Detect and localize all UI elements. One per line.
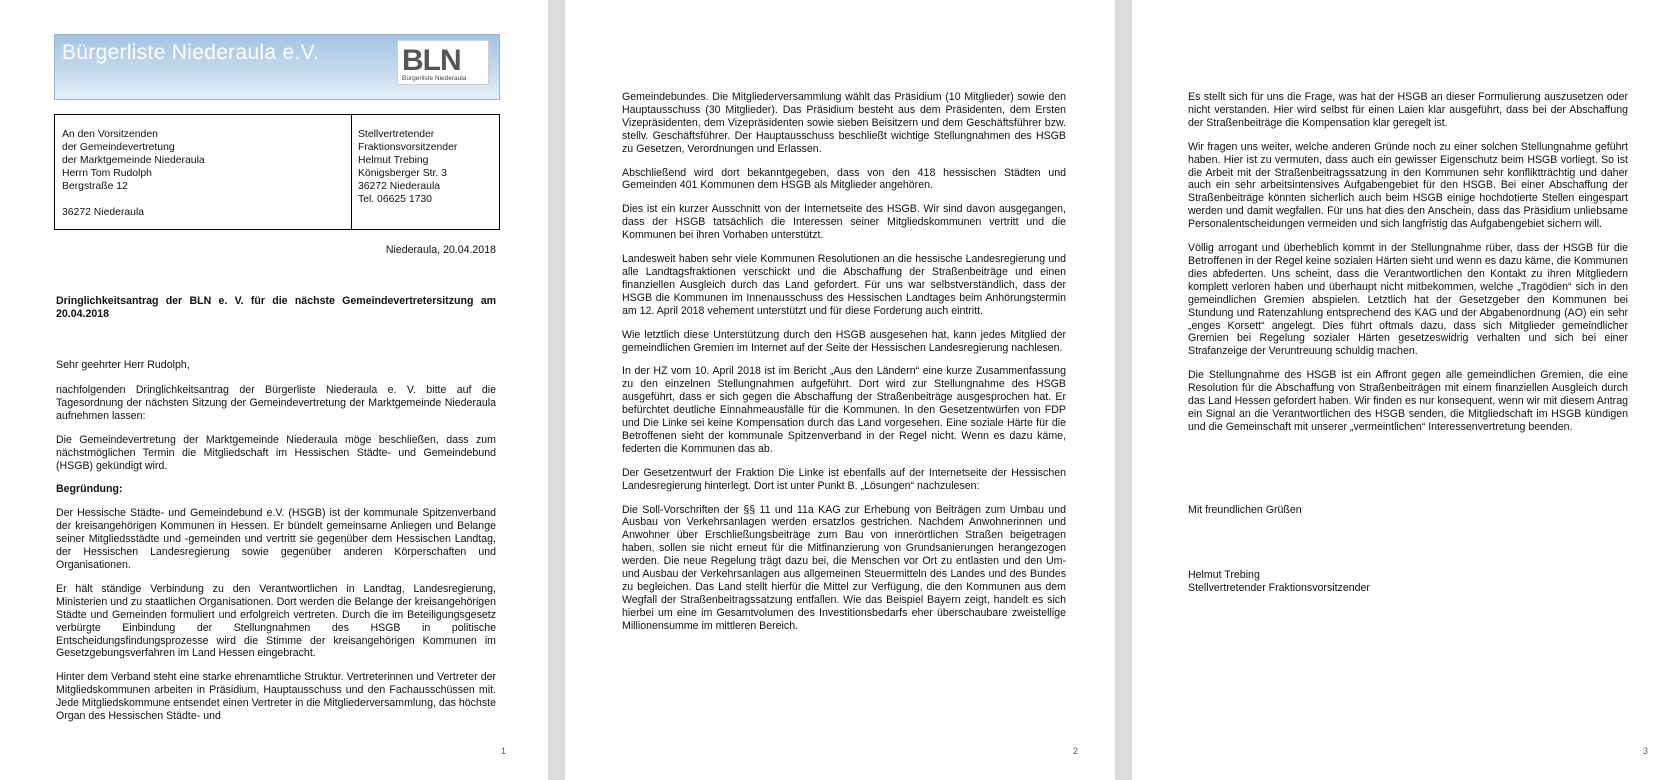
signature-title: Stellvertretender Fraktionsvorsitzender xyxy=(1188,582,1370,594)
section-heading: Begründung: xyxy=(56,483,123,496)
letter-body xyxy=(56,384,496,734)
sender-line: Tel. 06625 1730 xyxy=(358,194,432,205)
paragraph: Wie letztlich diese Unterstützung durch den HSGB ausgesehen hat, kann jedes Mitglied der gemeindlichen Gremien im Internet auf der Seite der Hessischen Landesregierung nachlesen. xyxy=(622,328,1066,354)
address-box xyxy=(54,114,500,230)
paragraph: Der Gesetzentwurf der Fraktion Die Linke ist ebenfalls auf der Internetseite der Hessischen Landesregierung hinterlegt. Dort ist unter Punkt B. „Lösungen“ nachzulesen: xyxy=(622,466,1066,492)
paragraph: Er hält ständige Verbindung zu den Verantwortlichen in Landtag, Landesregierung, Ministerien und zu staatlichen Organisationen. Dort werden die Belange der kreisangehörigen Städte und Gemeinden formuliert und erfolgreich vertreten. Durch die im Beteiligungsgesetz verbürgte Einbindung der Stellungnahmen des HSGB in politische Entscheidungsfindungsprozesse wird die Stimme der kreisangehörigen Kommunen im Gesetzgebungsverfahren im Land Hessen eingebracht. xyxy=(56,582,496,660)
sender-line: Stellvertretender xyxy=(358,129,435,140)
signature-name: Helmut Trebing xyxy=(1188,569,1260,581)
letter-subject: Dringlichkeitsantrag der BLN e. V. für die nächste Gemeindevertretersitzung am 20.04.2018 xyxy=(56,295,496,320)
letter-date: Niederaula, 20.04.2018 xyxy=(385,244,496,256)
page-number: 2 xyxy=(1073,746,1079,756)
recipient-address xyxy=(55,115,352,229)
logo-mark: BLN xyxy=(402,44,461,77)
closing: Mit freundlichen Grüßen xyxy=(1188,504,1302,516)
recipient-line: Bergstraße 12 xyxy=(62,181,128,192)
letter-body xyxy=(622,91,1066,644)
paragraph: Dies ist ein kurzer Ausschnitt von der Internetseite des HSGB. Wir sind davon ausgegangen, dass der HSGB tatsächlich die Interessen seiner Mitgliedskommunen vertritt und die Kommunen bei ihren Vorhaben unterstützt. xyxy=(622,203,1066,242)
logo-subtitle: Bürgerliste Niederaula xyxy=(402,75,467,82)
letterhead-banner xyxy=(54,34,500,100)
page-3 xyxy=(1132,0,1680,780)
paragraph: In der HZ vom 10. April 2018 ist im Bericht „Aus den Ländern“ eine kurze Zusammenfassung zu den einzelnen Stellungnahmen aufgeführt. Dort wird zur Stellungnahme des HSGB ausgeführt, dass er sich gegen die Abschaffung der Straßenbeiträge ausgesprochen hat. Er befürchtet deutliche Einnahmeausfälle für die Kommunen. In den Gesetzentwürfen von FDP und Die Linke sei keine Kompensation durch das Land vorgesehen. Eine soziale Härte für die Betroffenen sieht der kommunale Spitzenverband in der Regel nicht. Wenn es dazu käme, federten die Kommunen das ab. xyxy=(622,365,1066,455)
page-gap xyxy=(548,0,565,780)
paragraph: Die Stellungnahme des HSGB ist ein Affront gegen alle gemeindlichen Gremien, die eine Resolution für die Abschaffung von Straßenbeiträgen mit einem finanziellen Ausgleich durch das Land Hessen gefordert haben. Wir finden es nur konsequent, wenn wir mit diesem Antrag ein Signal an die Verantwortlichen des HSGB senden, die Mitgliedschaft im HSGB kündigen und die Gemeinschaft mit unserer „vermeintlichen“ Interessenvertretung beenden. xyxy=(1188,369,1628,433)
paragraph: nachfolgenden Dringlichkeitsantrag der Bürgerliste Niederaula e. V. bitte auf die Tagesordnung der nächsten Sitzung der Gemeindevertretung der Marktgemeinde Niederaula aufnehmen lassen: xyxy=(56,384,496,422)
page-number: 3 xyxy=(1643,746,1649,756)
paragraph: Die Gemeindevertretung der Marktgemeinde Niederaula möge beschließen, dass zum nächstmöglichen Termin die Mitgliedschaft im Hessischen Städte- und Gemeindebund (HSGB) gekündigt wird. xyxy=(56,433,496,472)
recipient-line: Herrn Tom Rudolph xyxy=(62,168,152,179)
paragraph: Hinter dem Verband steht eine starke ehrenamtliche Struktur. Vertreterinnen und Vertreter der Mitgliedskommunen arbeiten in Präsidium, Hauptausschuss und den Fachausschüssen mit. Jede Mitgliedskommune entsendet einen Vertreter in die Mitgliederversammlung, das höchste Organ des Hessischen Städte- und xyxy=(56,671,496,723)
paragraph: Landesweit haben sehr viele Kommunen Resolutionen an die hessische Landesregierung und alle Landtagsfraktionen verschickt und die Abschaffung der Straßenbeiträge und einen finanziellen Ausgleich durch das Land gefordert. Für uns war selbstverständlich, dass der HSGB die Kommunen im Innenausschuss des Hessischen Landtages beim Anhörungstermin am 12. April 2018 vehement unterstützt und für diese Forderung auch eintritt. xyxy=(622,253,1066,317)
paragraph: Wir fragen uns weiter, welche anderen Gründe noch zu einer solchen Stellungnahme geführt haben. Hier ist zu vermuten, dass auch ein gewisser Eigenschutz beim HSGB vorliegt. So ist die Arbeit mit der Straßenbeitragssatzung in den Kommunen sehr konfliktträchtig und daher auch ein sehr arbeitsintensives Aufgabengebiet für den HSGB. Bei einer Abschaffung der Straßenbeiträge könnten sicherlich auch beim HSGB einige hochdotierte Stellen eingespart werden und damit wegfallen. Für uns hat dies den Anschein, dass das Präsidium unliebsame Personalentscheidungen vermeiden und sich langfristig das Aufgabengebiet sichern will. xyxy=(1188,140,1628,231)
sender-line: Helmut Trebing xyxy=(358,155,429,166)
recipient-line: der Marktgemeinde Niederaula xyxy=(62,155,205,166)
page-2 xyxy=(565,0,1115,780)
page-gap xyxy=(1115,0,1132,780)
paragraph: Der Hessische Städte- und Gemeindebund e.V. (HSGB) ist der kommunale Spitzenverband der kreisangehörigen Kommunen in Hessen. Er bündelt gemeinsame Anliegen und Belange seiner Mitgliedsstädte und -gemeinden und vertritt sie gegenüber dem Hessischen Landtag, der Hessischen Landesregierung sowie gegenüber anderen Körperschaften und Organisationen. xyxy=(56,507,496,571)
letter-body xyxy=(1188,91,1628,445)
page-1 xyxy=(0,0,548,780)
recipient-zip: 36272 Niederaula xyxy=(62,207,145,218)
page-number: 1 xyxy=(501,746,507,756)
paragraph: Gemeindebundes. Die Mitgliederversammlung wählt das Präsidium (10 Mitglieder) sowie den Hauptausschuss (30 Mitglieder). Das Präsidium besteht aus dem Präsidenten, dem Ersten Vizepräsidenten, dem Vizepräsidenten sowie sieben Beisitzern und dem Geschäftsführer bzw. stellv. Geschäftsführer. Der Hauptausschuss beschließt wichtige Stellungnahmen des HSGB zu Gesetzen, Verordnungen und Erlassen. xyxy=(622,91,1066,155)
bln-logo xyxy=(397,40,489,85)
salutation: Sehr geehrter Herr Rudolph, xyxy=(56,359,190,371)
recipient-line: An den Vorsitzenden xyxy=(62,129,158,140)
sender-line: Fraktionsvorsitzender xyxy=(358,142,458,153)
paragraph: Völlig arrogant und überheblich kommt in der Stellungnahme rüber, dass der HSGB für die Betroffenen in der Regel keine sozialen Härten sieht und wenn es dazu käme, die Kommunen dies abfederten. Uns scheint, dass die Verantwortlichen den Kontakt zu ihren Mitgliedern komplett verloren haben und überhaupt nicht mitbekommen, welche „Tragödien“ sich in den gemeindlichen Gremien abspielen. Letztlich hat der Gesetzgeber den Kommunen bei Stundung und Ratenzahlung entsprechend des KAG und der Abgabenordnung (AO) ein sehr „enges Korsett“ angelegt. Dies führt oftmals dazu, dass sich Mitglieder gemeindlicher Gremien bei Regelung sozialer Härten gesetzeswidrig verhalten und sich bei einer Strafanzeige der Veruntreuung schuldig machen. xyxy=(1188,242,1628,358)
sender-line: Königsberger Str. 3 xyxy=(358,168,447,179)
paragraph: Es stellt sich für uns die Frage, was hat der HSGB an dieser Formulierung auszusetzen oder nicht verstanden. Hier wird selbst für einen Laien klar ausgeführt, dass bei der Abschaffung der Straßenbeiträge die Kompensation klar geregelt ist. xyxy=(1188,91,1628,129)
sender-line: 36272 Niederaula xyxy=(358,181,441,192)
letterhead-title: Bürgerliste Niederaula e.V. xyxy=(62,41,320,64)
paragraph: Abschließend wird dort bekanntgegeben, dass von den 418 hessischen Städten und Gemeinden 401 Kommunen dem HSGB als Mitglieder angehören. xyxy=(622,166,1066,192)
recipient-line: der Gemeindevertretung xyxy=(62,142,175,153)
sender-address xyxy=(352,115,501,229)
quoted-paragraph: Die Soll-Vorschriften der §§ 11 und 11a KAG zur Erhebung von Beiträgen zum Umbau und Ausbau von Verkehrsanlagen werden ersatzlos gestrichen. Nachdem Anwohnerinnen und Anwohner über Erschließungsbeiträge zum Bau von innerörtlichen Straßen beigetragen haben, sollen sie nicht erneut für die Mitfinanzierung von Grundsanierungen herangezogen werden. Die neue Regelung trägt dazu bei, die Menschen vor Ort zu entlasten und den Um- und Ausbau der Verkehrsanlagen aus allgemeinen Steuermitteln des Landes und des Bundes zu begleichen. Das Land stellt hierfür die Mittel zur Verfügung, die den Kommunen aus dem Wegfall der Straßenbeitragssatzung entfallen. Wie das Beispiel Bayern zeigt, handelt es sich hierbei um eine im Gesamtvolumen des Investitionsbedarfs eher überschaubare zweistellige Millionensumme im mittleren Bereich. xyxy=(622,503,1066,632)
